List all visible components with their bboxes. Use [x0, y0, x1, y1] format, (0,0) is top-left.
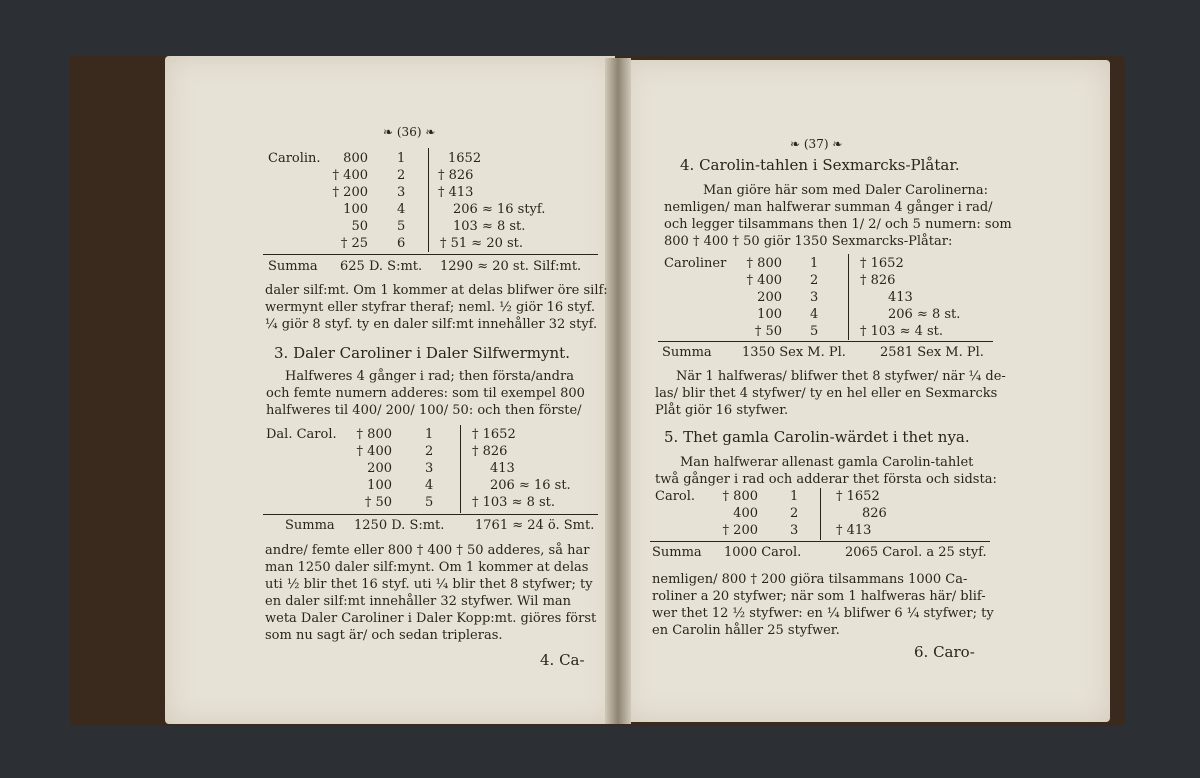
table-cell: † 400 [332, 168, 368, 183]
table-label: Caroliner [664, 256, 727, 271]
section-heading: 5. Thet gamla Carolin-wärdet i thet nya. [664, 428, 970, 446]
table-cell: † 826 [472, 444, 508, 459]
table-cell: † 800 [356, 427, 392, 442]
table-cell: 413 [490, 461, 515, 476]
table-cell: 800 [343, 151, 368, 166]
text-line: daler silf:mt. Om 1 kommer at delas blifwer öre silf: [265, 283, 608, 298]
sum-value: 1350 Sex M. Pl. [742, 345, 846, 360]
table-cell: 100 [367, 478, 392, 493]
text-line: 800 † 400 † 50 giör 1350 Sexmarcks-Plåtar: [664, 234, 953, 249]
sum-value: 1290 ≈ 20 st. Silf:mt. [440, 259, 582, 274]
table-cell: † 1652 [472, 427, 516, 442]
text-line: nemligen/ man halfwerar summan 4 gånger i rad/ [664, 200, 993, 215]
text-line: weta Daler Caroliner i Daler Kopp:mt. giöres först [265, 611, 597, 626]
table-cell: † 800 [722, 489, 758, 504]
page-number: (37) [803, 137, 829, 151]
sum-value: 1000 Carol. [724, 545, 802, 560]
table-cell: 1 [790, 489, 799, 504]
table-label: Dal. Carol. [266, 427, 337, 442]
table-cell: † 413 [836, 523, 872, 538]
table-divider [848, 254, 849, 340]
table-cell: 1 [425, 427, 434, 442]
table-cell: 2 [397, 168, 406, 183]
table-cell: 50 [351, 219, 368, 234]
table-cell: 3 [397, 185, 406, 200]
table-cell: 1652 [448, 151, 482, 166]
table-cell: 400 [733, 506, 758, 521]
page-header-left: ❧ (36) ❧ [383, 125, 436, 139]
table-cell: 103 ≈ 8 st. [453, 219, 526, 234]
table-cell: 3 [425, 461, 434, 476]
text-line: roliner a 20 styfwer; när som 1 halfweras här/ blif- [652, 589, 986, 604]
sum-label: Summa [268, 259, 318, 274]
table-cell: † 200 [332, 185, 368, 200]
table-cell: † 826 [438, 168, 474, 183]
table-cell: 206 ≈ 16 st. [490, 478, 571, 493]
table-divider [460, 425, 461, 513]
text-line: som nu sagt är/ och sedan tripleras. [265, 628, 503, 643]
table-cell: † 103 ≈ 8 st. [472, 495, 556, 510]
table-cell: 3 [790, 523, 799, 538]
table-cell: † 50 [754, 324, 782, 339]
table-cell: 200 [367, 461, 392, 476]
table-cell: † 413 [438, 185, 474, 200]
table-cell: 4 [425, 478, 434, 493]
text-line: wermynt eller styfrar theraf; neml. ½ giör 16 styf. [265, 300, 596, 315]
text-line: ¼ giör 8 styf. ty en daler silf:mt innehåller 32 styf. [265, 317, 598, 332]
table-cell: 4 [397, 202, 406, 217]
table-label: Carol. [655, 489, 696, 504]
table-cell: 413 [888, 290, 913, 305]
table-cell: 4 [810, 307, 819, 322]
page-number: (36) [396, 125, 422, 139]
table-label: Carolin. [268, 151, 321, 166]
text-line: en Carolin håller 25 styfwer. [652, 623, 840, 638]
table-cell: 3 [810, 290, 819, 305]
table-cell: † 103 ≈ 4 st. [860, 324, 944, 339]
table-cell: 206 ≈ 8 st. [888, 307, 961, 322]
sum-value: 1761 ≈ 24 ö. Smt. [475, 518, 595, 533]
table-cell: † 800 [746, 256, 782, 271]
table-cell: 1 [810, 256, 819, 271]
sum-label: Summa [662, 345, 712, 360]
catchword: 6. Caro- [914, 643, 975, 661]
section-heading: 4. Carolin-tahlen i Sexmarcks-Plåtar. [680, 156, 960, 174]
page-header-right: ❧ (37) ❧ [790, 137, 843, 151]
table-cell: 5 [397, 219, 406, 234]
table-cell: † 51 ≈ 20 st. [440, 236, 524, 251]
sum-rule [650, 541, 990, 542]
sum-label: Summa [285, 518, 335, 533]
text-line: halfweres til 400/ 200/ 100/ 50: och then förste/ [266, 403, 582, 418]
table-cell: † 1652 [836, 489, 880, 504]
table-cell: † 25 [340, 236, 368, 251]
text-line: uti ½ blir thet 16 styf. uti ¼ blir thet 8 styfwer; ty [265, 577, 593, 592]
book-gutter [605, 58, 631, 724]
text-line: Plåt giör 16 styfwer. [655, 403, 789, 418]
text-line: Halfweres 4 gånger i rad; then första/andra [285, 369, 574, 384]
text-line: en daler silf:mt innehåller 32 styfwer. Wil man [265, 594, 572, 609]
table-cell: 206 ≈ 16 styf. [453, 202, 546, 217]
catchword: 4. Ca- [540, 651, 585, 669]
text-line: twå gånger i rad och adderar thet första och sidsta: [655, 472, 997, 487]
text-line: När 1 halfweras/ blifwer thet 8 styfwer/ när ¼ de- [676, 369, 1006, 384]
table-cell: 5 [810, 324, 819, 339]
text-line: wer thet 12 ½ styfwer: en ¼ blifwer 6 ¼ styfwer; ty [652, 606, 994, 621]
table-cell: 100 [757, 307, 782, 322]
text-line: las/ blir thet 4 styfwer/ ty en hel eller en Sexmarcks [655, 386, 998, 401]
sum-rule [263, 254, 598, 255]
table-cell: † 400 [356, 444, 392, 459]
table-cell: 2 [810, 273, 819, 288]
sum-rule [658, 341, 993, 342]
text-line: och femte numern adderes: som til exempel 800 [266, 386, 585, 401]
table-cell: 2 [790, 506, 799, 521]
sum-label: Summa [652, 545, 702, 560]
text-line: andre/ femte eller 800 † 400 † 50 adderes, så har [265, 543, 590, 558]
text-line: man 1250 daler silf:mynt. Om 1 kommer at delas [265, 560, 589, 575]
sum-value: 2065 Carol. a 25 styf. [845, 545, 987, 560]
section-heading: 3. Daler Caroliner i Daler Silfwermynt. [274, 344, 570, 362]
sum-value: 625 D. S:mt. [340, 259, 423, 274]
table-cell: 5 [425, 495, 434, 510]
table-cell: 826 [862, 506, 887, 521]
table-cell: † 826 [860, 273, 896, 288]
sum-value: 2581 Sex M. Pl. [880, 345, 984, 360]
text-line: Man halfwerar allenast gamla Carolin-tahlet [680, 455, 974, 470]
table-cell: 1 [397, 151, 406, 166]
table-cell: 100 [343, 202, 368, 217]
table-cell: † 400 [746, 273, 782, 288]
table-cell: † 50 [364, 495, 392, 510]
table-cell: 2 [425, 444, 434, 459]
text-line: och legger tilsammans then 1/ 2/ och 5 numern: som [664, 217, 1012, 232]
table-cell: 200 [757, 290, 782, 305]
table-cell: 6 [397, 236, 406, 251]
table-divider [820, 488, 821, 540]
table-cell: † 200 [722, 523, 758, 538]
sum-value: 1250 D. S:mt. [354, 518, 445, 533]
table-cell: † 1652 [860, 256, 904, 271]
text-line: Man giöre här som med Daler Carolinerna: [703, 183, 989, 198]
text-line: nemligen/ 800 † 200 giöra tilsammans 1000 Ca- [652, 572, 968, 587]
sum-rule [263, 514, 598, 515]
table-divider [428, 148, 429, 252]
